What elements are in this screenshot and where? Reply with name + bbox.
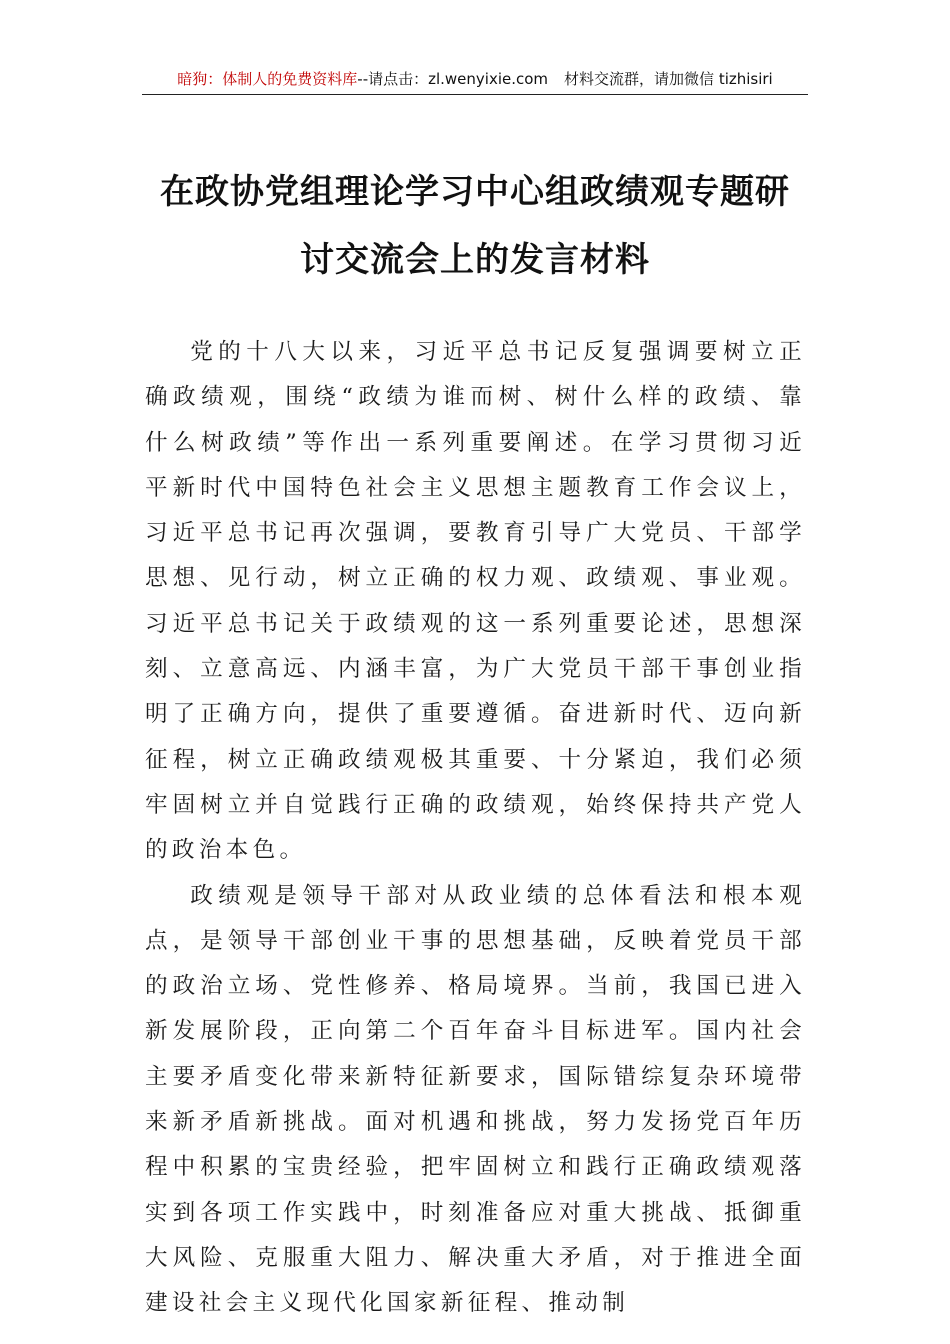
header-source-name: 暗狗：体制人的免费资料库 [177,70,358,88]
header-group-note: 材料交流群，请加微信 tizhisiri [564,70,773,88]
document-title-line-1: 在政协党组理论学习中心组政绩观专题研 [160,172,790,212]
header-url-link[interactable]: zl.wenyixie.com [428,70,549,88]
page-header [142,66,808,95]
body-paragraph-1: 党的十八大以来，习近平总书记反复强调要树立正确政绩观，围绕“政绩为谁而树、树什么样的政绩、靠什么树政绩”等作出一系列重要阐述。在学习贯彻习近平新时代中国特色社会主义思想主题教育工作会议上，习近平总书记再次强调，要教育引导广大党员、干部学思想、见行动，树立正确的权力观、政绩观、事业观。习近平总书记关于政绩观的这一系列重要论述，思想深刻、立意高远、内涵丰富，为广大党员干部干事创业指明了正确方向，提供了重要遵循。奋进新时代、迈向新征程，树立正确政绩观极其重要、十分紧迫，我们必须牢固树立并自觉践行正确的政绩观，始终保持共产党人的政治本色。 [145,339,806,864]
document-title-line-2: 讨交流会上的发言材料 [300,240,650,280]
document-body [145,330,806,1327]
header-click-prompt: --请点击： [357,70,429,88]
body-paragraph-2: 政绩观是领导干部对从政业绩的总体看法和根本观点，是领导干部创业干事的思想基础，反映着党员干部的政治立场、党性修养、格局境界。当前，我国已进入新发展阶段，正向第二个百年奋斗目标进军。国内社会主要矛盾变化带来新特征新要求，国际错综复杂环境带来新矛盾新挑战。面对机遇和挑战，努力发扬党百年历程中积累的宝贵经验，把牢固树立和践行正确政绩观落实到各项工作实践中，时刻准备应对重大挑战、抵御重大风险、克服重大阻力、解决重大矛盾，对于推进全面建设社会主义现代化国家新征程、推动制 [145,882,806,1317]
